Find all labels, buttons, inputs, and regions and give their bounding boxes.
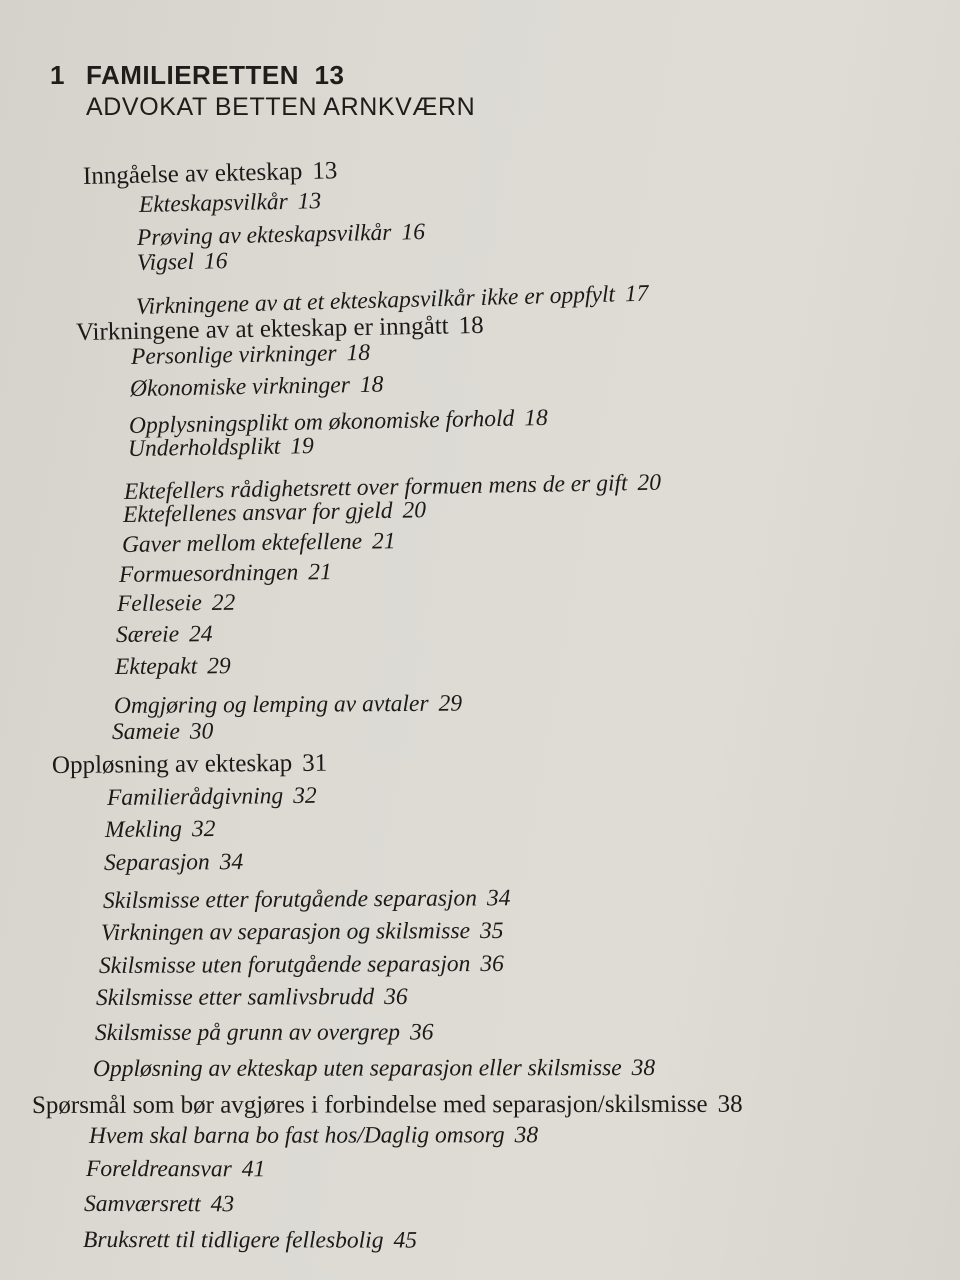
toc-entry-page: 18 xyxy=(458,311,484,340)
toc-entry-page: 35 xyxy=(479,917,504,945)
toc-subsection xyxy=(99,951,504,980)
chapter-title: FAMILIERETTEN xyxy=(86,60,300,90)
toc-subsection xyxy=(130,372,384,403)
toc-entry-title: Skilsmisse etter forutgående separasjon xyxy=(102,885,478,914)
toc-entry-title: Skilsmisse uten forutgående separasjon xyxy=(98,951,471,979)
toc-entry-title: Gaver mellom ektefellene xyxy=(121,528,363,558)
toc-entry-title: Hvem skal barna bo fast hos/Daglig omsorg xyxy=(88,1122,505,1149)
toc-entry-page: 18 xyxy=(524,404,549,432)
toc-entry-page: 29 xyxy=(207,653,231,680)
toc-section xyxy=(32,1091,743,1120)
toc-entry-title: Felleseie xyxy=(116,590,202,617)
toc-entry-title: Separasjon xyxy=(103,849,210,876)
toc-section xyxy=(52,750,327,780)
chapter-page: 13 xyxy=(314,60,345,90)
toc-subsection xyxy=(122,528,396,559)
toc-entry-title: Særeie xyxy=(115,621,180,648)
toc-entry-page: 18 xyxy=(359,371,384,398)
toc-subsection xyxy=(117,590,236,618)
toc-entry-page: 24 xyxy=(188,621,213,648)
toc-entry-page: 38 xyxy=(717,1090,743,1118)
toc-entry-title: Ektepakt xyxy=(114,653,198,680)
toc-entry-title: Formuesordningen xyxy=(118,559,299,588)
toc-entry-title: Oppløsning av ekteskap xyxy=(51,749,293,779)
toc-entry-page: 32 xyxy=(191,816,216,843)
toc-entry-page: 34 xyxy=(486,885,511,912)
toc-entry-title: Oppløsning av ekteskap uten separasjon eller skilsmisse xyxy=(92,1055,622,1082)
toc-entry-title: Personlige virkninger xyxy=(130,340,337,370)
toc-subsection xyxy=(131,340,371,371)
toc-entry-page: 36 xyxy=(480,950,504,978)
toc-subsection xyxy=(137,248,228,277)
chapter-title-line xyxy=(50,60,475,91)
toc-entry-page: 16 xyxy=(203,248,228,275)
toc-subsection xyxy=(112,718,214,746)
toc-entry-title: Familierådgivning xyxy=(106,783,284,811)
toc-subsection xyxy=(84,1191,234,1218)
toc-subsection xyxy=(123,497,426,529)
toc-entry-page: 29 xyxy=(438,690,463,717)
toc-entry-title: Samværsrett xyxy=(83,1191,201,1218)
chapter-heading xyxy=(50,60,475,122)
toc-subsection xyxy=(114,691,462,720)
toc-entry-title: Virkningen av separasjon og skilsmisse xyxy=(100,918,471,946)
toc-entry-title: Vigsel xyxy=(136,248,195,276)
toc-subsection xyxy=(139,188,322,219)
toc-entry-title: Inngåelse av ekteskap xyxy=(82,158,303,190)
toc-entry-title: Spørsmål som bør avgjøres i forbindelse med separasjon/skilsmisse xyxy=(31,1090,708,1119)
toc-subsection xyxy=(107,783,317,812)
toc-entry-title: Opplysningsplikt om økonomiske forhold xyxy=(128,405,515,439)
toc-entry-title: Økonomiske virkninger xyxy=(129,372,351,402)
toc-entry-page: 18 xyxy=(346,339,371,367)
toc-entry-title: Mekling xyxy=(104,816,183,843)
toc-entry-title: Bruksrett til tidligere fellesbolig xyxy=(82,1227,384,1254)
toc-entry-page: 32 xyxy=(293,782,317,810)
toc-entry-title: Sameie xyxy=(111,718,180,745)
toc-subsection xyxy=(103,885,511,915)
toc-subsection xyxy=(101,918,504,947)
toc-subsection xyxy=(95,1019,434,1047)
toc-entry-page: 31 xyxy=(302,749,328,777)
toc-entry-page: 30 xyxy=(189,718,214,745)
toc-entry-page: 21 xyxy=(371,528,396,555)
toc-subsection xyxy=(115,653,231,681)
toc-entry-page: 13 xyxy=(297,188,322,215)
toc-entry-page: 41 xyxy=(241,1156,266,1183)
toc-entry-title: Prøving av ekteskapsvilkår xyxy=(136,219,392,251)
toc-subsection xyxy=(137,219,426,252)
toc-entry-page: 36 xyxy=(384,983,408,1010)
chapter-author: ADVOKAT BETTEN ARNKVÆRN xyxy=(86,93,476,121)
toc-entry-title: Virkningene av at et ekteskapsvilkår ikke er oppfylt xyxy=(135,281,616,320)
toc-subsection xyxy=(93,1055,655,1083)
toc-entry-title: Ektefellers rådighetsrett over formuen mens de er gift xyxy=(123,470,628,505)
toc-subsection xyxy=(83,1227,417,1255)
toc-subsection xyxy=(116,621,213,649)
toc-entry-page: 17 xyxy=(624,280,649,308)
toc-entry-title: Underholdsplikt xyxy=(127,433,281,462)
toc-entry-page: 21 xyxy=(308,559,332,586)
toc-entry-page: 43 xyxy=(210,1191,235,1218)
toc-entry-page: 36 xyxy=(410,1019,434,1046)
toc-subsection xyxy=(105,816,216,844)
toc-entry-page: 19 xyxy=(290,433,315,460)
toc-entry-page: 34 xyxy=(219,849,244,876)
toc-subsection xyxy=(119,559,332,589)
toc-entry-page: 20 xyxy=(402,497,427,524)
toc-entry-page: 13 xyxy=(311,157,338,185)
toc-subsection xyxy=(96,984,408,1012)
toc-section xyxy=(83,157,338,191)
toc-subsection xyxy=(86,1156,265,1183)
toc-entry-title: Foreldreansvar xyxy=(85,1156,232,1183)
toc-entry-page: 38 xyxy=(631,1055,656,1082)
toc-entry-page: 45 xyxy=(393,1227,417,1254)
toc-entry-page: 38 xyxy=(514,1122,539,1149)
toc-entry-title: Virkningene av at ekteskap er inngått xyxy=(75,312,449,346)
toc-subsection xyxy=(89,1122,538,1150)
toc-entry-title: Ektefellenes ansvar for gjeld xyxy=(122,497,393,528)
toc-entry-page: 20 xyxy=(637,469,662,497)
chapter-number: 1 xyxy=(50,60,65,90)
toc-entry-title: Skilsmisse etter samlivsbrudd xyxy=(95,984,375,1011)
toc-entry-title: Skilsmisse på grunn av overgrep xyxy=(94,1019,401,1046)
toc-subsection xyxy=(128,433,314,463)
toc-entry-title: Omgjøring og lemping av avtaler xyxy=(113,690,429,719)
toc-entry-page: 22 xyxy=(211,589,236,617)
toc-entry-title: Ekteskapsvilkår xyxy=(138,188,289,218)
toc-subsection xyxy=(104,849,243,877)
toc-entry-page: 16 xyxy=(401,218,426,246)
